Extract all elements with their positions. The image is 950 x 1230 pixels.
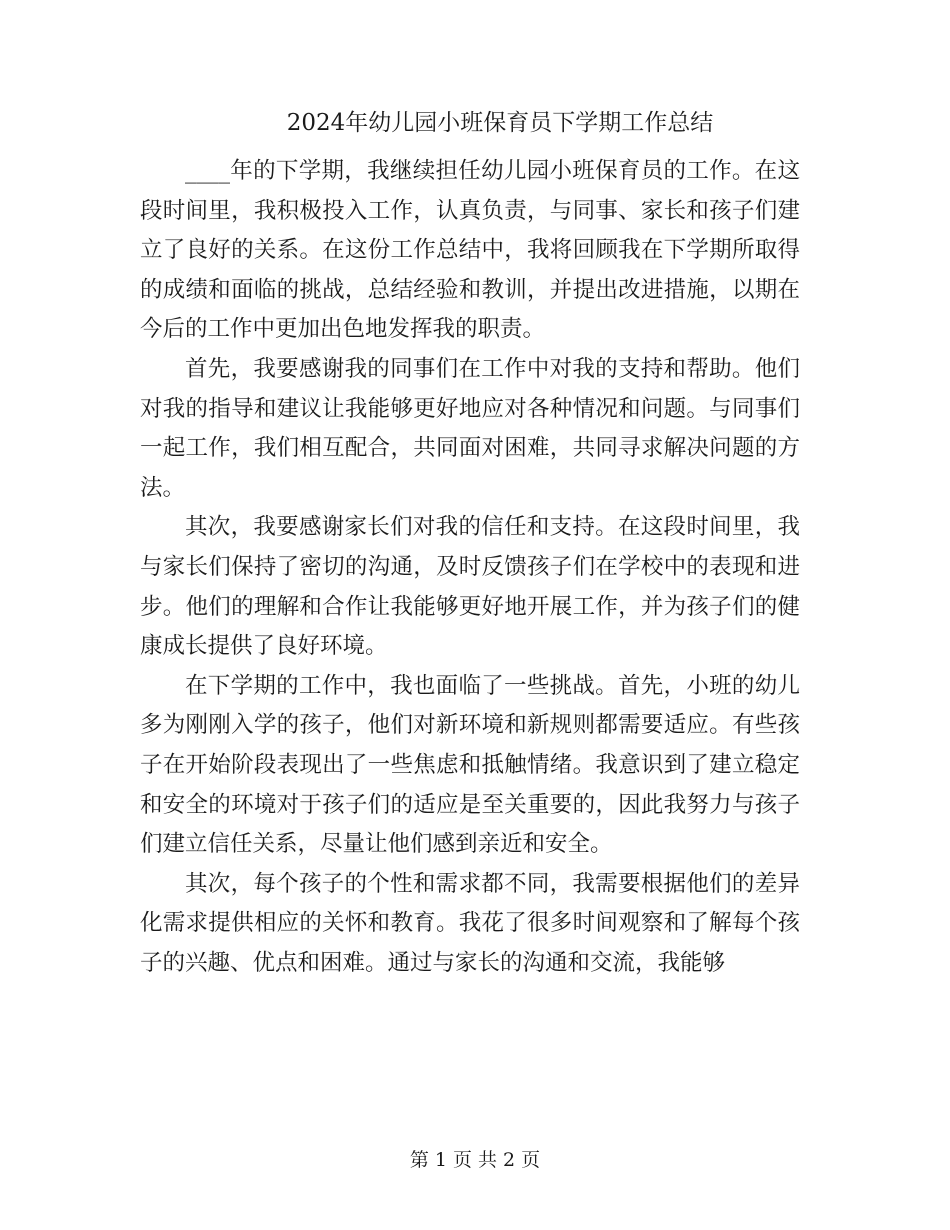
page-number-footer: 第 1 页 共 2 页 — [409, 1149, 541, 1171]
document-body — [140, 152, 800, 983]
paragraph-2: 首先，我要感谢我的同事们在工作中对我的支持和帮助。他们对我的指导和建议让我能够更好地应对各种情况和问题。与同事们一起工作，我们相互配合，共同面对困难，共同寻求解决问题的方法。 — [140, 355, 800, 501]
paragraph-3: 其次，我要感谢家长们对我的信任和支持。在这段时间里，我与家长们保持了密切的沟通，及时反馈孩子们在学校中的表现和进步。他们的理解和合作让我能够更好地开展工作，并为孩子们的健康成长提供了良好环境。 — [140, 514, 800, 660]
paragraph-1: ____年的下学期，我继续担任幼儿园小班保育员的工作。在这段时间里，我积极投入工作，认真负责，与同事、家长和孩子们建立了良好的关系。在这份工作总结中，我将回顾我在下学期所取得的成绩和面临的挑战，总结经验和教训，并提出改进措施，以期在今后的工作中更加出色地发挥我的职责。 — [140, 158, 800, 343]
paragraph-5: 其次，每个孩子的个性和需求都不同，我需要根据他们的差异化需求提供相应的关怀和教育。我花了很多时间观察和了解每个孩子的兴趣、优点和困难。通过与家长的沟通和交流，我能够 — [140, 870, 800, 976]
paragraph-4: 在下学期的工作中，我也面临了一些挑战。首先，小班的幼儿多为刚刚入学的孩子，他们对新环境和新规则都需要适应。有些孩子在开始阶段表现出了一些焦虑和抵触情绪。我意识到了建立稳定和安全的环境对于孩子们的适应是至关重要的，因此我努力与孩子们建立信任关系，尽量让他们感到亲近和安全。 — [140, 672, 800, 858]
document-title: 2024年幼儿园小班保育员下学期工作总结 — [286, 110, 714, 136]
